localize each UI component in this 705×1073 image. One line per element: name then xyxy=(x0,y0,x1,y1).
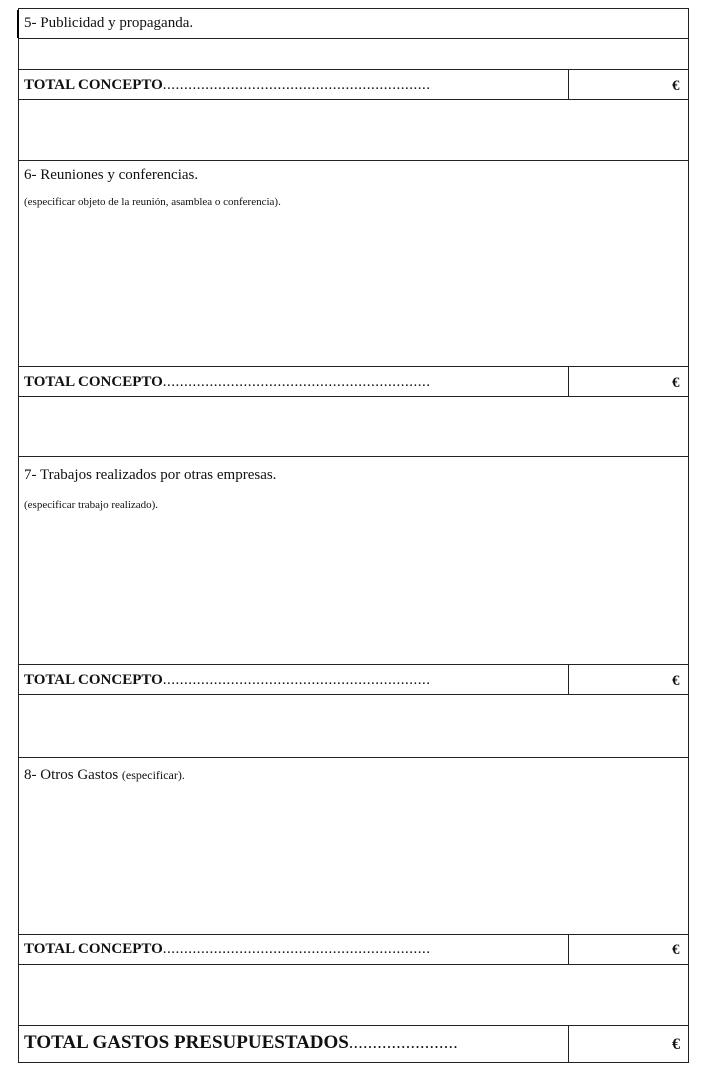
section-8-total-label: TOTAL CONCEPTO............................................................... xyxy=(24,941,431,957)
section-5-title: 5- Publicidad y propaganda. xyxy=(24,15,194,31)
section-8-euro-sign: € xyxy=(672,942,680,958)
grand-total-euro-sign: € xyxy=(672,1036,680,1053)
section-5-total-amount-field[interactable] xyxy=(569,70,669,99)
frame-top-border xyxy=(18,8,689,9)
section-5-euro-sign: € xyxy=(672,78,680,94)
section-5-marker xyxy=(17,10,19,38)
section-6-total-amount-field[interactable] xyxy=(569,367,669,396)
section-8-total-amount-field[interactable] xyxy=(569,935,669,964)
section-8-total-bottom xyxy=(18,964,689,965)
section-8-title: 8- Otros Gastos (especificar). xyxy=(24,767,185,783)
section-8-note: (especificar). xyxy=(121,768,185,782)
section-6-note: (especificar objeto de la reunión, asamblea o conferencia). xyxy=(24,196,281,208)
section-8-detail-area[interactable] xyxy=(19,790,688,933)
section-7-title: 7- Trabajos realizados por otras empresas. xyxy=(24,467,277,483)
section-8-top-border xyxy=(18,757,689,758)
frame-right-border xyxy=(688,8,689,1063)
grand-total-label: TOTAL GASTOS PRESUPUESTADOS....................... xyxy=(24,1032,459,1053)
section-7-note: (especificar trabajo realizado). xyxy=(24,499,159,511)
section-6-total-bottom xyxy=(18,396,689,397)
section-7-detail-area[interactable] xyxy=(19,518,688,663)
section-7-top-border xyxy=(18,456,689,457)
grand-total-amount-field[interactable] xyxy=(569,1026,669,1062)
section-6-detail-area[interactable] xyxy=(19,215,688,365)
section-7-euro-sign: € xyxy=(672,673,680,689)
section-5-total-label: TOTAL CONCEPTO............................................................... xyxy=(24,77,431,93)
section-5-detail-area[interactable] xyxy=(19,39,688,69)
section-7-total-bottom xyxy=(18,694,689,695)
section-6-euro-sign: € xyxy=(672,375,680,391)
section-5-total-bottom xyxy=(18,99,689,100)
section-6-top-border xyxy=(18,160,689,161)
section-7-total-amount-field[interactable] xyxy=(569,665,669,694)
section-6-total-label: TOTAL CONCEPTO............................................................... xyxy=(24,374,431,390)
frame-bottom-border xyxy=(18,1062,689,1063)
section-7-total-label: TOTAL CONCEPTO............................................................... xyxy=(24,672,431,688)
section-6-title: 6- Reuniones y conferencias. xyxy=(24,167,199,183)
